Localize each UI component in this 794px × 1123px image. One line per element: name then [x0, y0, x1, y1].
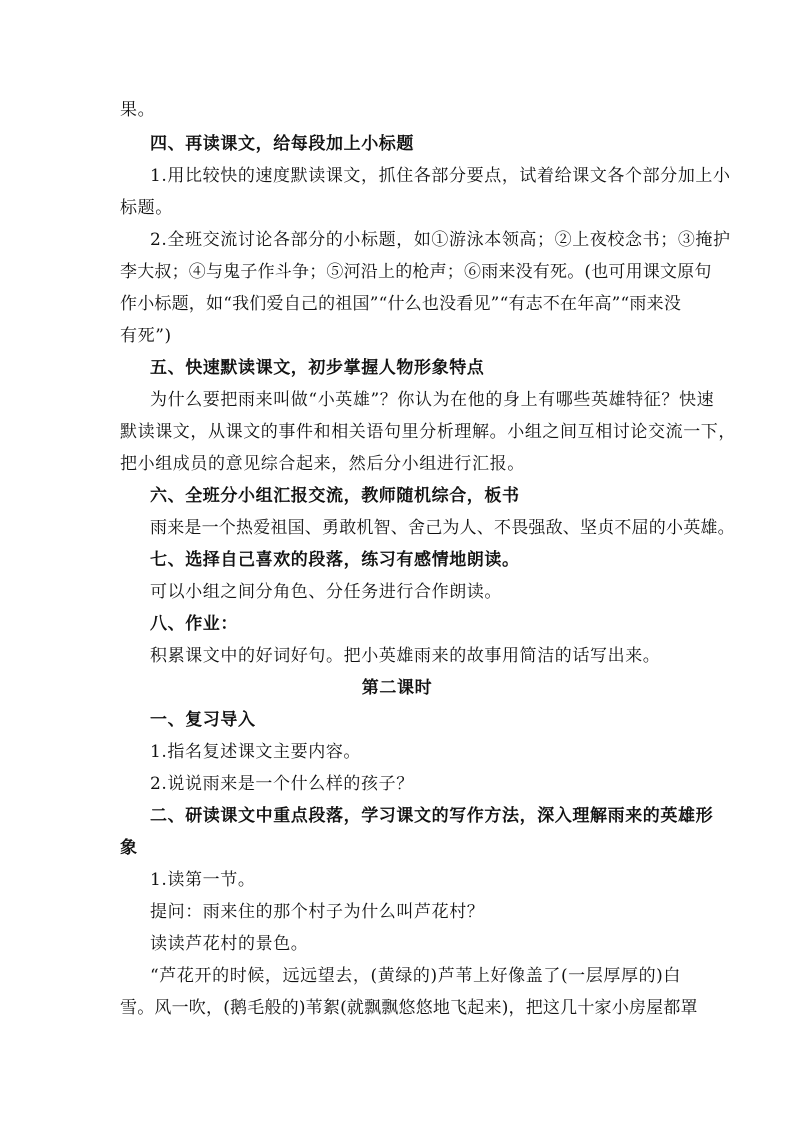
text-line: 雨来是一个热爱祖国、勇敢机智、舍己为人、不畏强敌、坚贞不屈的小英雄。 [150, 518, 735, 538]
text-line: 2.说说雨来是一个什么样的孩子？ [150, 774, 414, 794]
text-line: 有死”) [120, 326, 172, 346]
text-line: 提问：雨来住的那个村子为什么叫芦花村？ [150, 902, 485, 922]
text-line: 可以小组之间分角色、分任务进行合作朗读。 [150, 582, 502, 602]
text-line: 标题。 [120, 198, 173, 218]
text-line: 果。 [120, 100, 156, 120]
text-line: 读读芦花村的景色。 [150, 934, 309, 954]
section-heading: 五、快速默读课文，初步掌握人物形象特点 [150, 358, 485, 378]
text-line: 雪。风一吹，(鹅毛般的)苇絮(就飘飘悠悠地飞起来)，把这几十家小房屋都罩 [120, 998, 698, 1018]
section-heading: 八、作业： [150, 614, 238, 634]
text-line: 默读课文，从课文的事件和相关语句里分析理解。小组之间互相讨论交流一下， [120, 422, 736, 442]
text-line: 把小组成员的意见综合起来，然后分小组进行汇报。 [120, 454, 525, 474]
text-line: 李大叔；④与鬼子作斗争；⑤河沿上的枪声；⑥雨来没有死。(也可用课文原句 [120, 262, 712, 282]
lesson-title: 第二课时 [361, 678, 433, 698]
section-heading: 四、再读课文，给每段加上小标题 [150, 134, 414, 154]
section-heading: 七、选择自己喜欢的段落，练习有感情地朗读。 [150, 550, 520, 570]
text-line: 作小标题，如“我们爱自己的祖国”“什么也没看见”“有志不在年高”“雨来没 [120, 294, 682, 314]
text-line: 为什么要把雨来叫做“小英雄”？你认为在他的身上有哪些英雄特征？快速 [150, 390, 715, 410]
section-heading: 一、复习导入 [150, 710, 256, 730]
text-line: 1.读第一节。 [150, 870, 256, 890]
text-line: 1.指名复述课文主要内容。 [150, 742, 362, 762]
section-heading-continued: 象 [120, 838, 138, 858]
text-line: 1.用比较快的速度默读课文，抓住各部分要点，试着给课文各个部分加上小 [150, 166, 731, 186]
text-line: 积累课文中的好词好句。把小英雄雨来的故事用简洁的话写出来。 [150, 646, 661, 666]
text-line: “芦花开的时候，远远望去，(黄绿的)芦苇上好像盖了(一层厚厚的)白 [150, 966, 682, 986]
section-heading: 六、全班分小组汇报交流，教师随机综合，板书 [150, 486, 520, 506]
text-line: 2.全班交流讨论各部分的小标题，如①游泳本领高；②上夜校念书；③掩护 [150, 230, 731, 250]
section-heading: 二、研读课文中重点段落，学习课文的写作方法，深入理解雨来的英雄形 [150, 806, 714, 826]
